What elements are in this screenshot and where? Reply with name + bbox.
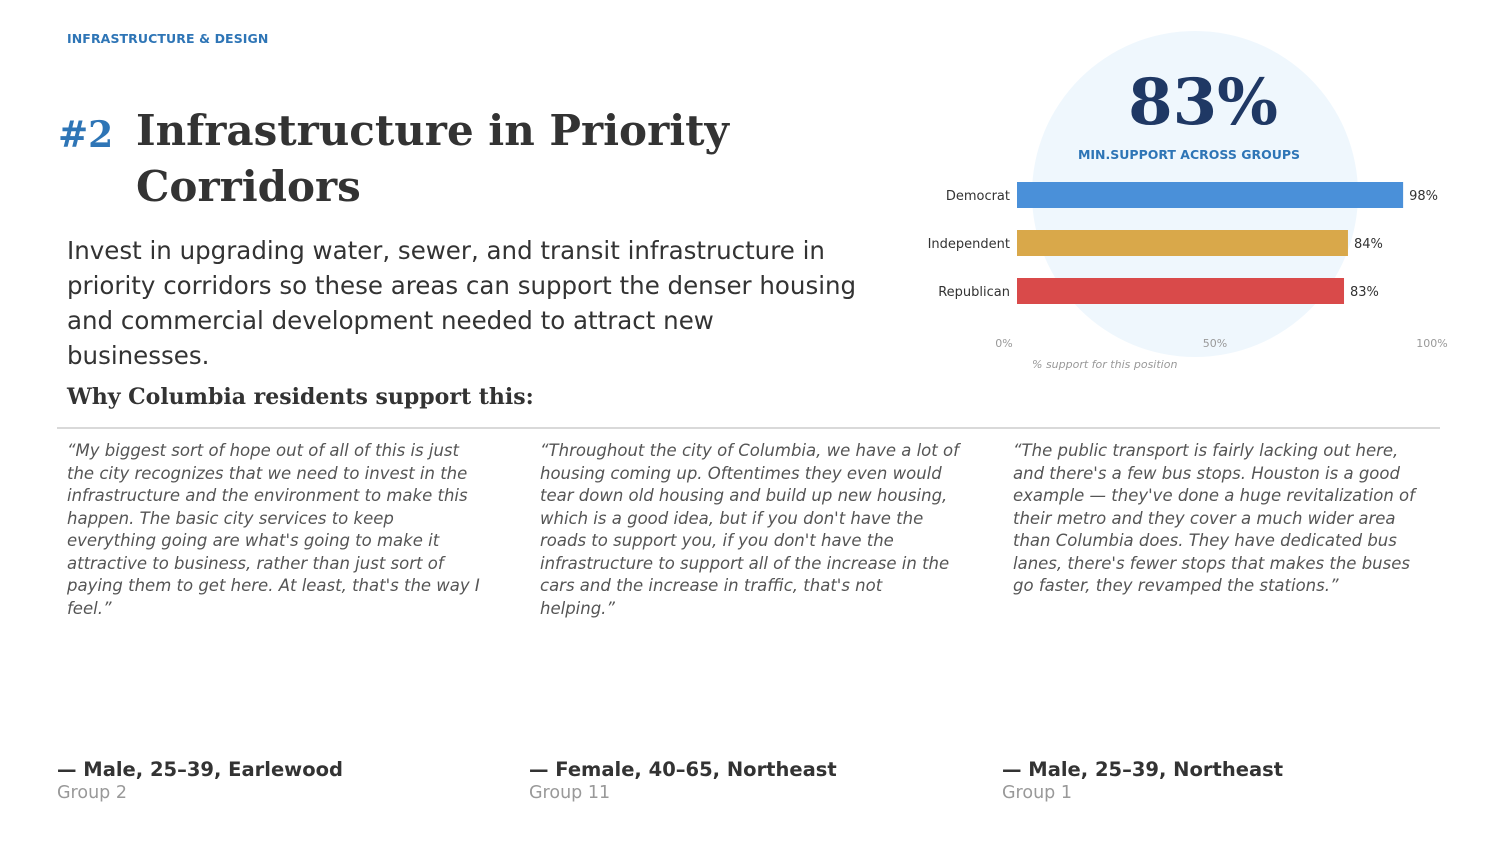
bar-category-label: Democrat xyxy=(945,189,1010,204)
quote-3-group: Group 1 xyxy=(1002,783,1072,803)
policy-description: Invest in upgrading water, sewer, and transit infrastructure in priority corridors so these areas can support the denser housing and commercial development needed to attract new businesses. xyxy=(67,236,857,370)
bar-value-label: 84% xyxy=(1353,237,1383,252)
quote-1: “My biggest sort of hope out of all of this is just the city recognizes that we need to invest in the infrastructure and the environment to make this happen. The basic city services to keep everything going are what's going to make it attractive to business, rather than just sort of paying them to get here. At least, that's the way I feel.” xyxy=(67,441,480,618)
bar-value-label: 83% xyxy=(1350,285,1379,300)
bar-independent xyxy=(1017,230,1348,256)
quote-1-group: Group 2 xyxy=(57,783,127,803)
x-tick-label: 100% xyxy=(1416,337,1448,350)
x-tick-label: 50% xyxy=(1202,337,1228,350)
section-kicker: INFRASTRUCTURE & DESIGN xyxy=(67,31,269,46)
quote-3-attribution: — Male, 25–39, Northeast xyxy=(1002,758,1284,781)
page-title: Infrastructure in Priority Corridors xyxy=(136,106,729,211)
x-tick-label: 0% xyxy=(995,337,1013,350)
bar-republican xyxy=(1017,278,1344,304)
bar-category-label: Independent xyxy=(927,237,1010,252)
quote-2-attribution: — Female, 40–65, Northeast xyxy=(529,758,837,781)
min-support-label: MIN.SUPPORT ACROSS GROUPS xyxy=(1077,147,1301,162)
priority-number: #2 xyxy=(58,114,114,156)
bar-category-label: Republican xyxy=(938,285,1010,300)
section-heading: Why Columbia residents support this: xyxy=(67,384,534,410)
support-bar-chart xyxy=(900,170,1460,370)
section-divider xyxy=(57,427,1440,429)
min-support-value: 83% xyxy=(1128,65,1278,140)
x-axis-title: % support for this position xyxy=(1032,358,1178,370)
quote-2: “Throughout the city of Columbia, we have a lot of housing coming up. Oftentimes they even would tear down old housing and build up new housing, which is a good idea, but if you don't have the roads to support you, if you don't have the infrastructure to support all of the increase in the cars and the increase in traffic, that's not helping.” xyxy=(540,441,959,618)
bar-value-label: 98% xyxy=(1409,189,1439,204)
bar-democrat xyxy=(1017,182,1403,208)
quote-3: “The public transport is fairly lacking out here, and there's a few bus stops. Houston is a good example — they've done a huge revitalization of their metro and they cover a much wider area than Columbia does. They have dedicated bus lanes, there's fewer stops that makes the buses go faster, they revamped the stations.” xyxy=(1013,441,1415,595)
quote-2-group: Group 11 xyxy=(529,783,611,803)
quote-1-attribution: — Male, 25–39, Earlewood xyxy=(57,758,343,781)
